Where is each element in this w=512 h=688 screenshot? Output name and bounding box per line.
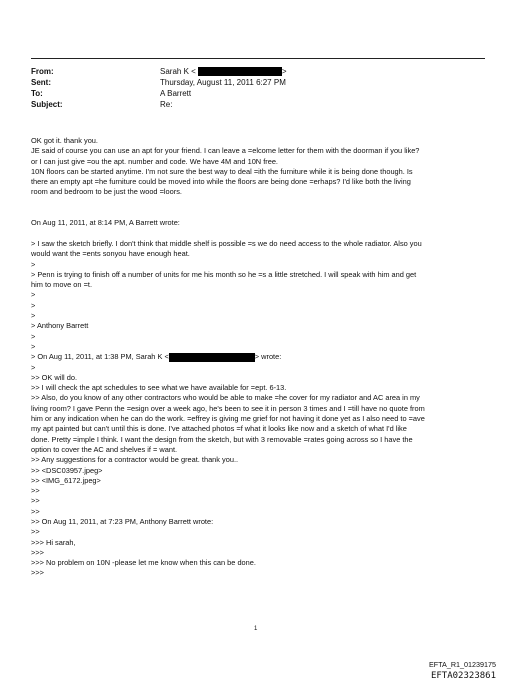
to-label: To: — [31, 89, 43, 98]
body-line: 10N floors can be started anytime. I'm not sure the best way to deal =ith the furniture while it is being done though. Is — [31, 166, 413, 176]
from-suffix: > — [281, 67, 287, 76]
from-name: Sarah K < — [160, 67, 196, 76]
body-line: >> — [31, 506, 40, 516]
body-line: my apt painted but can't until this is done. I've attached photos =f what it looks like now and a sketch of what I'd like — [31, 424, 407, 434]
body-line: > — [31, 341, 36, 351]
blank-line — [31, 198, 483, 208]
to-value: A Barrett — [160, 89, 192, 98]
body-line: > — [31, 362, 36, 372]
sent-value: Thursday, August 11, 2011 6:27 PM — [160, 78, 286, 87]
redaction-bar — [169, 353, 255, 362]
bates-stamp-large: EFTA02323861 — [430, 671, 496, 681]
blank-line — [31, 229, 483, 239]
from-label: From: — [31, 67, 54, 76]
email-body — [31, 136, 483, 579]
body-line: > — [31, 290, 36, 300]
redacted-line-suffix: > wrote: — [254, 352, 282, 362]
body-line: JE said of course you can use an apt for your friend. I can leave a =elcome letter for them with the doorman if you like? — [31, 146, 420, 156]
header-rule — [31, 58, 485, 59]
body-line: > — [31, 311, 36, 321]
body-line: >> I will check the apt schedules to see what we have available for =ept. 6-13. — [31, 383, 287, 393]
sent-row — [31, 77, 286, 88]
subject-label: Subject: — [31, 100, 63, 109]
redaction-bar — [198, 67, 282, 76]
to-row — [31, 88, 286, 99]
page-number: 1 — [254, 626, 258, 632]
body-line: him or any indication when he can do the work. =effrey is giving me grief for not having it done yet as I also need to =ave — [31, 414, 425, 424]
subject-row — [31, 99, 286, 110]
body-line: would want the =ents sonyou have enough heat. — [31, 249, 190, 259]
body-line: done. Pretty =imple I think. I want the design from the sketch, but with 3 removable =rates going across so I have the — [31, 434, 413, 444]
body-line: >> — [31, 527, 40, 537]
body-line: >> Any suggestions for a contractor would be great. thank you.. — [31, 455, 239, 465]
body-line: >> — [31, 486, 40, 496]
blank-line — [31, 208, 483, 218]
body-line: On Aug 11, 2011, at 8:14 PM, A Barrett wrote: — [31, 218, 180, 228]
body-line: >>> — [31, 547, 44, 557]
body-line: > Penn is trying to finish off a number of units for me his month so he =s a little stretched. I will speak with him and get — [31, 269, 417, 279]
body-line-redacted — [31, 352, 483, 362]
body-line: > — [31, 300, 36, 310]
body-line: > — [31, 259, 36, 269]
subject-value: Re: — [160, 100, 173, 109]
email-header — [31, 66, 286, 110]
body-line: >>> — [31, 568, 44, 578]
body-line: > — [31, 331, 36, 341]
from-row — [31, 66, 286, 77]
bates-stamp-small: EFTA_R1_01239175 — [429, 660, 496, 669]
body-line: him to move on =t. — [31, 280, 93, 290]
body-line: OK got it. thank you. — [31, 136, 98, 145]
body-line: >> OK will do. — [31, 372, 78, 382]
body-line: room and bedroom to be just the wood =loors. — [31, 187, 182, 197]
body-line: > I saw the sketch briefly. I don't think that middle shelf is possible =s we do need access to the whole radiator. Also you — [31, 238, 422, 248]
body-line: there an empty apt =he furniture could be moved into while the floors are being done =erhaps? I'd like both the living — [31, 177, 411, 187]
body-line: option to cover the AC and shelves if = want. — [31, 444, 178, 454]
body-line: >>> Hi sarah, — [31, 537, 76, 547]
body-line: >> — [31, 496, 40, 506]
body-line: > Anthony Barrett — [31, 321, 89, 331]
body-line: >> <IMG_6172.jpeg> — [31, 475, 101, 485]
body-line: >> On Aug 11, 2011, at 7:23 PM, Anthony Barrett wrote: — [31, 516, 214, 526]
body-line: >> <DSC03957.jpeg> — [31, 465, 103, 475]
redacted-line-prefix: > On Aug 11, 2011, at 1:38 PM, Sarah K < — [31, 352, 169, 362]
sent-label: Sent: — [31, 78, 51, 87]
body-line: living room? I gave Penn the =esign over a week ago, he's been to see it in person 3 times and I =till have no quote from — [31, 403, 425, 413]
from-value — [160, 66, 286, 77]
body-line: >> Also, do you know of any other contractors who would be able to make =he cover for my radiator and AC area in my — [31, 393, 420, 403]
body-line: or I can just give =ou the apt. number and code. We have 4M and 10N free. — [31, 156, 278, 166]
body-line: >>> No problem on 10N -please let me know when this can be done. — [31, 558, 256, 568]
